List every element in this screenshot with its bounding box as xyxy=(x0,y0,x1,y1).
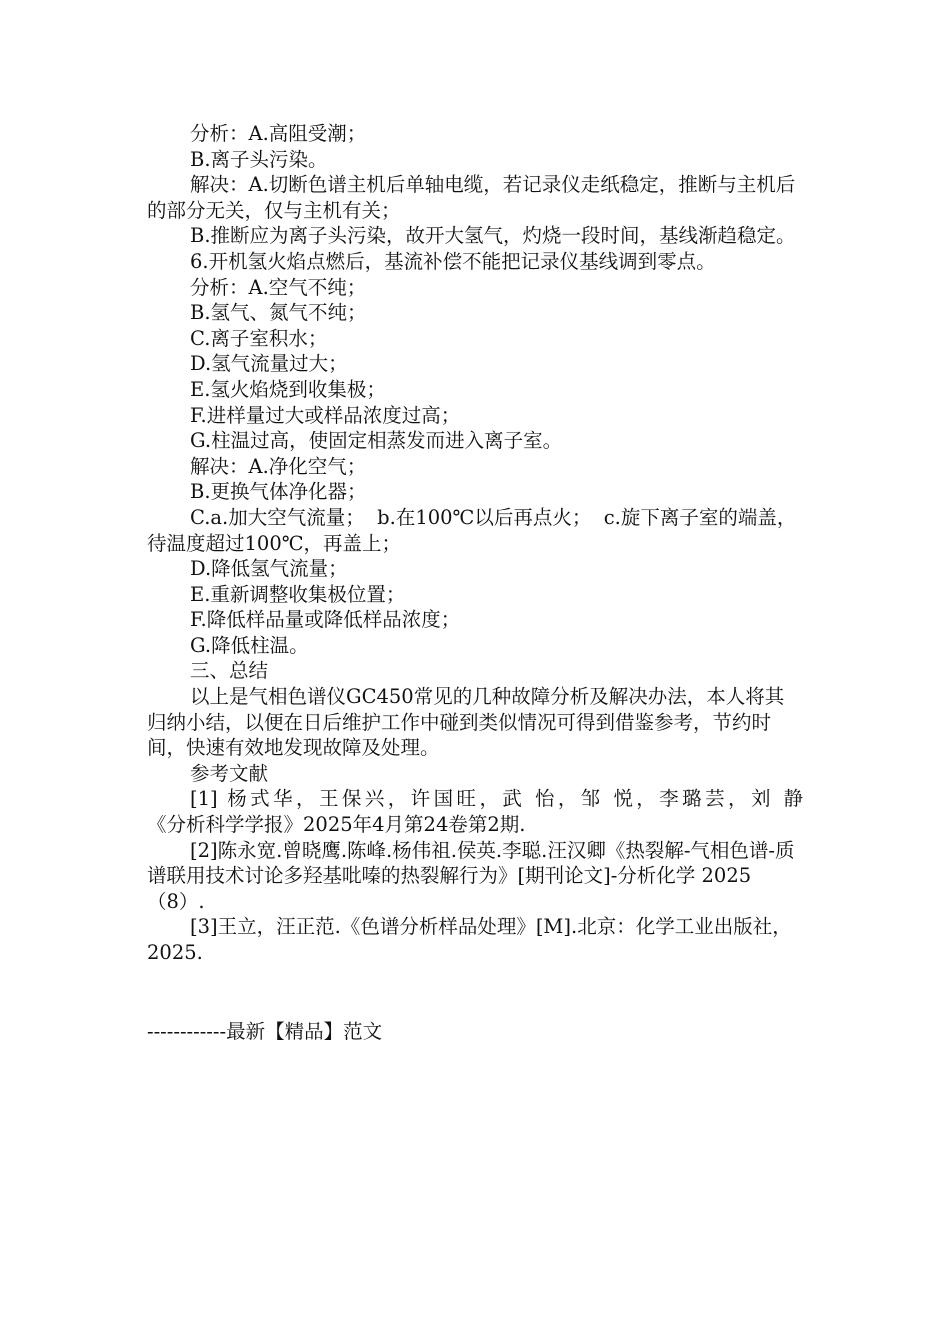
analysis-6-line-a: 分析：A.空气不纯； xyxy=(190,275,367,299)
solution-6-line-b: B.更换气体净化器； xyxy=(190,480,367,504)
analysis-6-line-d: D.氢气流量过大； xyxy=(190,352,348,376)
analysis-6-line-f: F.进样量过大或样品浓度过高； xyxy=(190,403,461,427)
solution-6-line-c: C.a.加大空气流量； b.在100℃以后再点火； c.旋下离子室的端盖，待温度超过100℃，再盖上； xyxy=(147,505,797,555)
analysis-6-line-b: B.氢气、氮气不纯； xyxy=(190,301,367,325)
footer-text: ------------最新【精品】范文 xyxy=(147,1020,383,1043)
solution-5-line-a: 解决：A.切断色谱主机后单轴电缆，若记录仪走纸稳定，推断与主机后的部分无关，仅与主机有关； xyxy=(147,173,796,222)
solution-6-line-g: G.降低柱温。 xyxy=(190,633,309,657)
analysis-5-line-a: 分析：A.高阻受潮； xyxy=(190,122,367,145)
solution-6-line-a: 解决：A.净化空气； xyxy=(190,454,367,478)
solution-5-line-b: B.推断应为离子头污染，故开大氢气，灼烧一段时间，基线渐趋稳定。 xyxy=(190,224,796,248)
analysis-6-line-c: C.离子室积水； xyxy=(190,326,328,350)
summary-paragraph: 以上是气相色谱仪GC450常见的几种故障分析及解决办法，本人将其归纳小结，以便在日后维护工作中碰到类似情况可得到借鉴参考，节约时间，快速有效地发现故障及处理。 xyxy=(147,685,785,760)
solution-6-line-e: E.重新调整收集极位置； xyxy=(190,582,406,606)
reference-1-source: 《分析科学学报》2025年4月第24卷第2期. xyxy=(147,813,526,837)
analysis-6-line-g: G.柱温过高，使固定相蒸发而进入离子室。 xyxy=(190,429,563,453)
issue-6-heading: 6.开机氢火焰点燃后，基流补偿不能把记录仪基线调到零点。 xyxy=(190,249,716,273)
document-body xyxy=(147,121,803,966)
reference-2: [2]陈永宽.曾晓鹰.陈峰.杨伟祖.侯英.李聪.汪汉卿《热裂解-气相色谱-质谱联用技术讨论多羟基吡嗪的热裂解行为》[期刊论文]-分析化学 2025（8）. xyxy=(147,838,795,913)
reference-1-authors: [1] 杨式华，王保兴，许国旺，武 怡，邹 悦，李璐芸，刘 静 xyxy=(190,787,803,811)
analysis-5-line-b: B.离子头污染。 xyxy=(190,147,328,171)
solution-6-line-f: F.降低样品量或降低样品浓度； xyxy=(190,608,461,632)
references-heading: 参考文献 xyxy=(190,761,269,785)
solution-6-line-d: D.降低氢气流量； xyxy=(190,557,348,581)
reference-3: [3]王立，汪正范.《色谱分析样品处理》[M].北京：化学工业出版社，2025. xyxy=(147,915,792,964)
analysis-6-line-e: E.氢火焰烧到收集极； xyxy=(190,377,386,401)
section-summary-heading: 三、总结 xyxy=(190,659,269,683)
